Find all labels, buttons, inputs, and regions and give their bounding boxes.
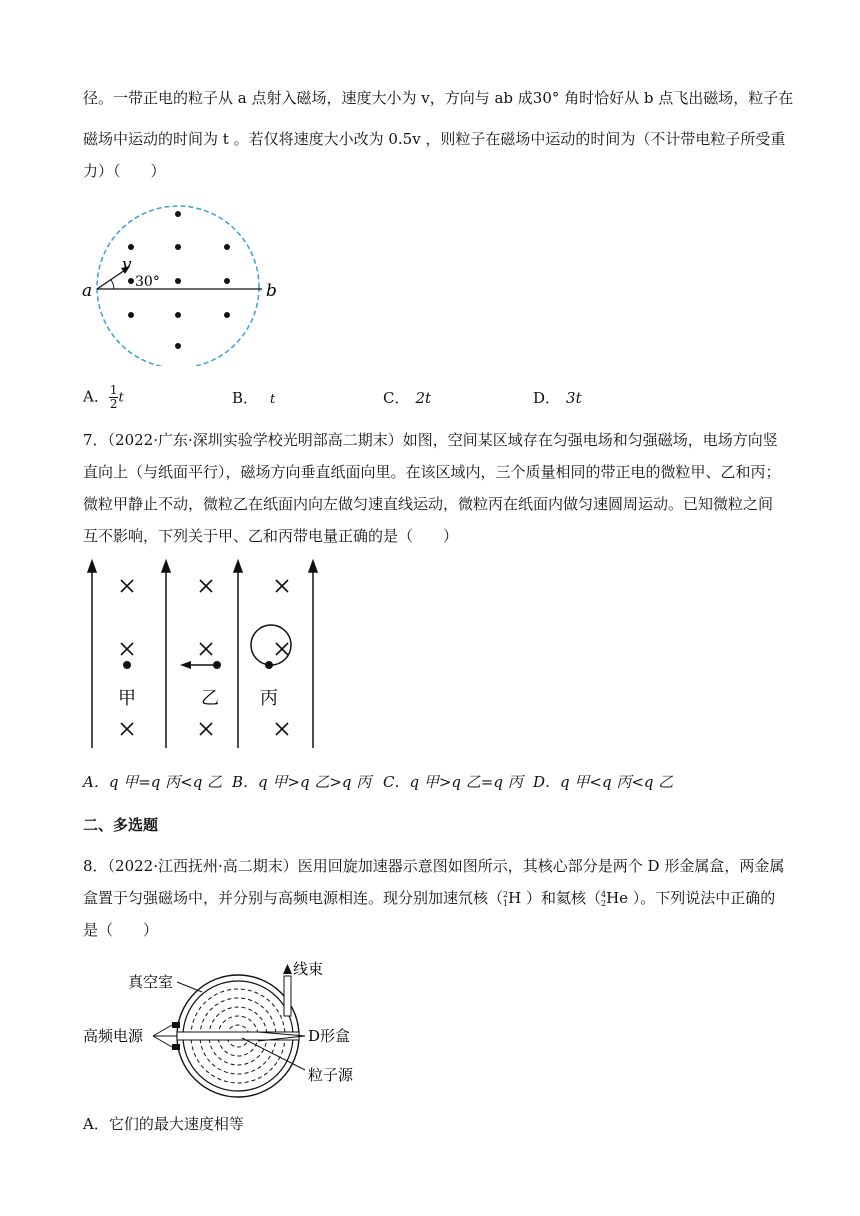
label-hf-source: 高频电源 xyxy=(83,1027,144,1045)
particle-bing xyxy=(265,661,273,669)
q7-text-line-2: 直向上（与纸面平行），磁场方向垂直纸面向里。在该区域内，三个质量相同的带正电的微粒甲、乙和丙； xyxy=(83,463,781,481)
q6-text-line-1: 径。一带正电的粒子从 a 点射入磁场，速度大小为 v，方向与 ab 成30° 角时恰好从 b 点飞出磁场，粒子在 xyxy=(83,89,794,107)
q7-option-c[interactable]: C．q 甲>q 乙=q 丙 xyxy=(383,773,523,791)
q6-magnetic-field-figure xyxy=(80,196,290,366)
q8-option-a[interactable]: A．它们的最大速度相等 xyxy=(83,1115,244,1133)
q8-text-line-2: 盒置于匀强磁场中，并分别与高频电源相连。现分别加速氘核（ 2 1 H ）和氦核（ 4 2 He ）。下列说法中正确的 xyxy=(83,889,776,908)
q6-option-c[interactable]: C． 2t xyxy=(383,389,432,407)
q7-field-figure xyxy=(80,558,330,753)
label-jia: 甲 xyxy=(118,688,136,709)
field-boundary-circle xyxy=(97,206,259,366)
q8-text-line-1: 8．（2022·江西抚州·高二期末）医用回旋加速器示意图如图所示，其核心部分是两个 D 形金属盒，两金属 xyxy=(83,857,785,875)
label-a: a xyxy=(82,281,93,301)
label-b: b xyxy=(266,281,277,301)
velocity-arrow-yi xyxy=(180,661,191,669)
q6-text-line-2: 磁场中运动的时间为 t 。若仅将速度大小改为 0.5v ，则粒子在磁场中运动的时间为（不计带电粒子所受重 xyxy=(83,130,786,148)
q7-text-line-4: 互不影响，下列关于甲、乙和丙带电量正确的是（ ） xyxy=(83,527,459,545)
q6-option-d[interactable]: D． 3t xyxy=(533,389,582,407)
q6-option-b[interactable]: B． t xyxy=(232,389,276,407)
q6-option-a[interactable]: A． $\frac{1}{2}$ t xyxy=(83,383,124,411)
label-yi: 乙 xyxy=(201,688,219,709)
q8-text-line-3: 是（ ） xyxy=(83,921,159,939)
label-particle-source: 粒子源 xyxy=(308,1066,354,1084)
label-angle: 30° xyxy=(135,274,160,290)
label-d-box: D形盒 xyxy=(308,1027,351,1045)
label-beam: 线束 xyxy=(293,960,324,978)
q7-text-line-1: 7．（2022·广东·深圳实验学校光明部高二期末）如图，空间某区域存在匀强电场和匀强磁场，电场方向竖 xyxy=(83,431,778,449)
section-heading: 二、多选题 xyxy=(83,816,159,834)
particle-jia xyxy=(123,661,131,669)
q8-cyclotron-figure xyxy=(80,952,380,1102)
q6-text-line-3: 力）（ ） xyxy=(83,162,166,180)
q7-option-b[interactable]: B．q 甲>q 乙>q 丙 xyxy=(232,773,372,791)
label-bing: 丙 xyxy=(260,688,278,709)
q7-option-a[interactable]: A．q 甲=q 丙<q 乙 xyxy=(83,773,223,791)
label-v: v xyxy=(122,255,132,275)
magnetic-field-crosses xyxy=(121,580,288,735)
label-vacuum: 真空室 xyxy=(128,973,174,991)
q7-option-d[interactable]: D．q 甲<q 丙<q 乙 xyxy=(533,773,674,791)
q7-text-line-3: 微粒甲静止不动，微粒乙在纸面内向左做匀速直线运动，微粒丙在纸面内做匀速圆周运动。已知微粒之间 xyxy=(83,495,774,513)
